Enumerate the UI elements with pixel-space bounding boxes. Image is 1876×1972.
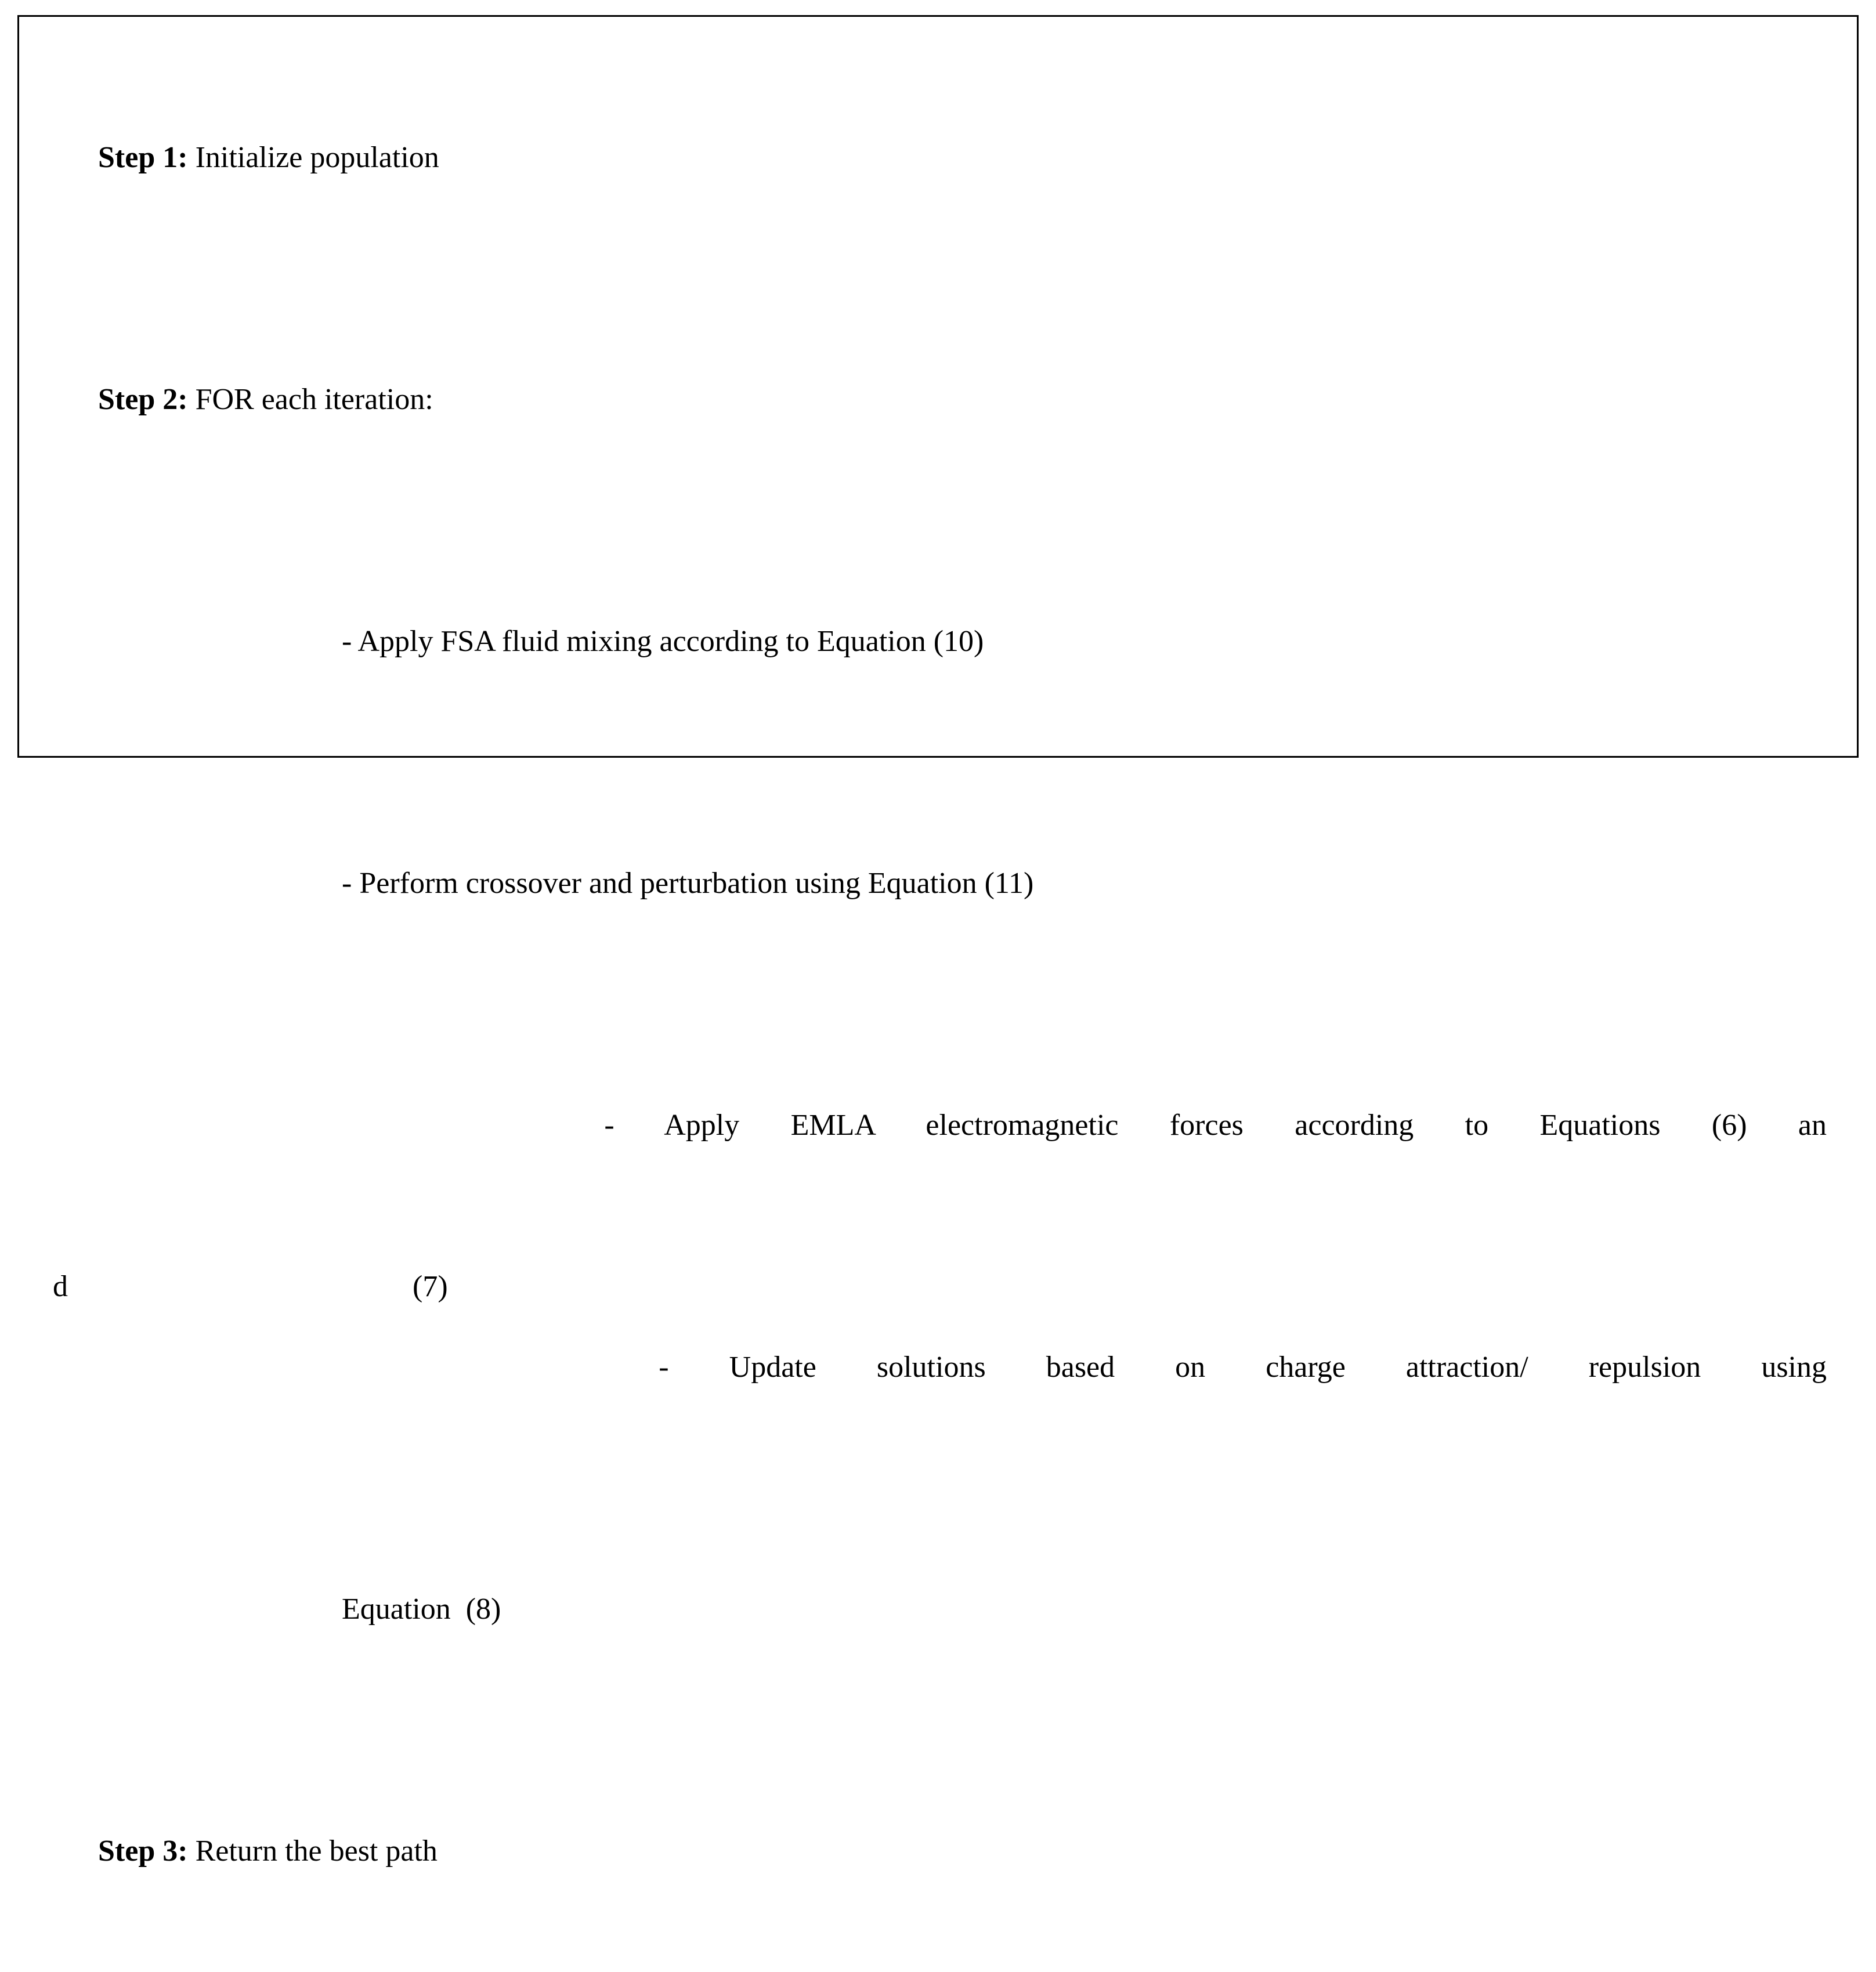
algorithm-substep-3-text: - Apply EMLA electromagnetic forces according to Equations (6) an [604, 1109, 1827, 1142]
step-2-text: FOR each iteration: [187, 383, 433, 416]
algorithm-substep-4-continuation-text: Equation (8) [342, 1593, 501, 1626]
algorithm-substep-2-text: - Perform crossover and perturbation using Equation (11) [342, 867, 1034, 900]
algorithm-substep-4-text: - Update solutions based on charge attraction/ repulsion using [659, 1351, 1827, 1384]
step-3-label: Step 3: [98, 1834, 188, 1868]
algorithm-step-1 [53, 37, 1827, 278]
algorithm-substep-3 [53, 1004, 1827, 1246]
algorithm-box [17, 15, 1859, 1868]
algorithm-substep-3-equation-ref: (7) [413, 1270, 448, 1303]
algorithm-substep-4-continuation [53, 1488, 1827, 1730]
algorithm-substep-4 [53, 1246, 1827, 1488]
algorithm-step-3 [53, 1730, 1827, 1972]
algorithm-substep-1-text: - Apply FSA fluid mixing according to Equation (10) [342, 625, 984, 658]
algorithm-substep-3-continuation-text: d [53, 1270, 68, 1303]
step-1-label: Step 1: [98, 141, 188, 174]
step-3-text: Return the best path [187, 1834, 438, 1868]
algorithm-step-2 [53, 278, 1827, 520]
step-2-label: Step 2: [98, 383, 188, 416]
algorithm-substep-2 [53, 762, 1827, 1004]
algorithm-substep-1 [53, 520, 1827, 762]
step-1-text: Initialize population [187, 141, 439, 174]
